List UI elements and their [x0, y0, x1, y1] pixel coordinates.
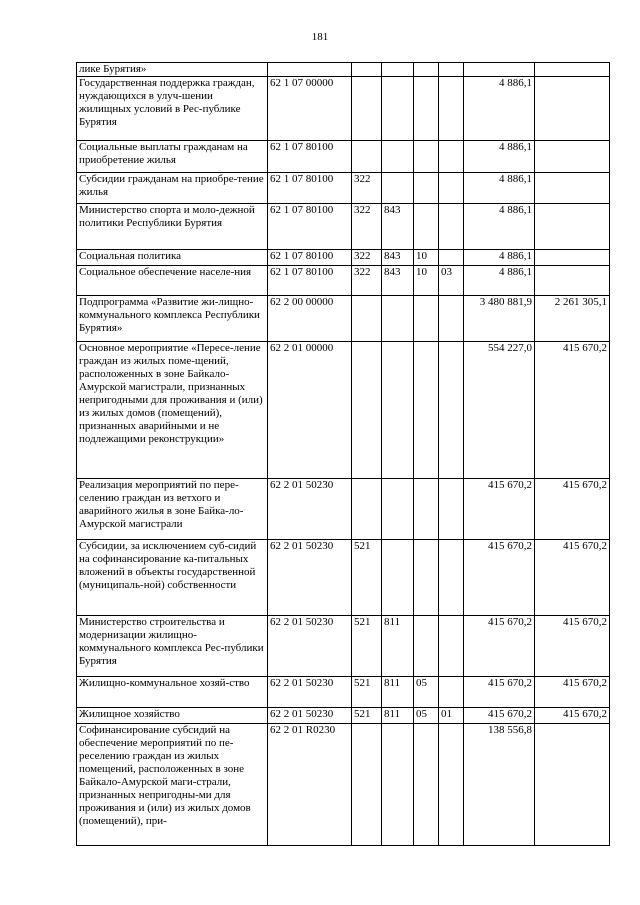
- expense-type-code: 521: [352, 540, 382, 616]
- expense-type-code: [352, 479, 382, 540]
- page-number: 181: [311, 31, 329, 43]
- amount-year-2: [535, 63, 610, 77]
- subsection-code: [439, 173, 464, 204]
- administrator-code: [382, 173, 414, 204]
- subsection-code: [439, 724, 464, 846]
- amount-year-2: [535, 250, 610, 266]
- amount-year-1: 415 670,2: [464, 479, 535, 540]
- amount-year-2: [535, 724, 610, 846]
- subsection-code: [439, 77, 464, 141]
- table-row: [77, 204, 610, 250]
- amount-year-2: 415 670,2: [535, 616, 610, 677]
- subsection-code: [439, 616, 464, 677]
- target-article-code: 62 2 01 50230: [268, 616, 352, 677]
- row-name: лике Бурятия»: [77, 63, 268, 77]
- section-code: [414, 479, 439, 540]
- target-article-code: 62 2 00 00000: [268, 296, 352, 342]
- row-name: Жилищно-коммунальное хозяй-ство: [77, 677, 268, 708]
- section-code: [414, 204, 439, 250]
- row-name: Социальное обеспечение населе-ния: [77, 266, 268, 296]
- administrator-code: [382, 141, 414, 173]
- administrator-code: 843: [382, 266, 414, 296]
- expense-type-code: 322: [352, 204, 382, 250]
- expense-type-code: [352, 342, 382, 479]
- row-name: Реализация мероприятий по пере-селению граждан из ветхого и аварийного жилья в зоне Байка-ло-Амурской магистрали: [77, 479, 268, 540]
- section-code: [414, 173, 439, 204]
- table-row: [77, 342, 610, 479]
- expense-type-code: [352, 724, 382, 846]
- expense-type-code: 521: [352, 708, 382, 724]
- amount-year-1: 138 556,8: [464, 724, 535, 846]
- administrator-code: [382, 540, 414, 616]
- amount-year-1: 4 886,1: [464, 204, 535, 250]
- subsection-code: [439, 479, 464, 540]
- subsection-code: [439, 677, 464, 708]
- subsection-code: [439, 540, 464, 616]
- row-name: Софинансирование субсидий на обеспечение мероприятий по пе-реселению граждан из жилых помещений, расположенных в зоне Байкало-Амурской маги-страли, признанных непригодны-ми для проживания и (или) из жилых домов (помещений), при-: [77, 724, 268, 846]
- expense-type-code: 521: [352, 677, 382, 708]
- section-code: [414, 342, 439, 479]
- amount-year-1: 4 886,1: [464, 77, 535, 141]
- section-code: [414, 141, 439, 173]
- target-article-code: 62 2 01 50230: [268, 677, 352, 708]
- expense-type-code: [352, 63, 382, 77]
- row-name: Жилищное хозяйство: [77, 708, 268, 724]
- table-row: [77, 540, 610, 616]
- administrator-code: 811: [382, 677, 414, 708]
- section-code: 05: [414, 677, 439, 708]
- section-code: 10: [414, 250, 439, 266]
- target-article-code: 62 2 01 50230: [268, 479, 352, 540]
- target-article-code: 62 2 01 R0230: [268, 724, 352, 846]
- amount-year-2: 415 670,2: [535, 342, 610, 479]
- section-code: 05: [414, 708, 439, 724]
- amount-year-1: 415 670,2: [464, 677, 535, 708]
- section-code: [414, 724, 439, 846]
- table-row: [77, 173, 610, 204]
- administrator-code: 843: [382, 204, 414, 250]
- amount-year-2: [535, 173, 610, 204]
- amount-year-2: 415 670,2: [535, 708, 610, 724]
- row-name: Государственная поддержка граждан, нуждающихся в улуч-шении жилищных условий в Рес-публике Бурятия: [77, 77, 268, 141]
- table-row: [77, 677, 610, 708]
- administrator-code: [382, 63, 414, 77]
- target-article-code: 62 2 01 00000: [268, 342, 352, 479]
- row-name: Социальная политика: [77, 250, 268, 266]
- expense-type-code: 322: [352, 250, 382, 266]
- administrator-code: [382, 342, 414, 479]
- table-row: [77, 250, 610, 266]
- amount-year-2: [535, 266, 610, 296]
- table-row: [77, 296, 610, 342]
- table-row: [77, 479, 610, 540]
- target-article-code: 62 1 07 80100: [268, 266, 352, 296]
- target-article-code: 62 2 01 50230: [268, 708, 352, 724]
- table-row: [77, 266, 610, 296]
- amount-year-2: [535, 77, 610, 141]
- row-name: Подпрограмма «Развитие жи-лищно-коммунального комплекса Республики Бурятия»: [77, 296, 268, 342]
- amount-year-1: 415 670,2: [464, 540, 535, 616]
- row-name: Субсидии, за исключением суб-сидий на софинансирование ка-питальных вложений в объекты государственной (муниципаль-ной) собственности: [77, 540, 268, 616]
- section-code: 10: [414, 266, 439, 296]
- row-name: Министерство строительства и модернизации жилищно-коммунального комплекса Рес-публики Бурятия: [77, 616, 268, 677]
- subsection-code: [439, 342, 464, 479]
- expense-type-code: 322: [352, 266, 382, 296]
- table-row: [77, 616, 610, 677]
- administrator-code: 811: [382, 616, 414, 677]
- target-article-code: 62 2 01 50230: [268, 540, 352, 616]
- section-code: [414, 63, 439, 77]
- table-row: [77, 141, 610, 173]
- section-code: [414, 296, 439, 342]
- amount-year-1: 4 886,1: [464, 250, 535, 266]
- administrator-code: [382, 724, 414, 846]
- target-article-code: 62 1 07 00000: [268, 77, 352, 141]
- expense-type-code: 521: [352, 616, 382, 677]
- section-code: [414, 77, 439, 141]
- expense-type-code: [352, 141, 382, 173]
- table-body: [77, 63, 610, 846]
- amount-year-1: 3 480 881,9: [464, 296, 535, 342]
- expense-type-code: [352, 77, 382, 141]
- amount-year-2: [535, 141, 610, 173]
- table-row: [77, 724, 610, 846]
- target-article-code: 62 1 07 80100: [268, 141, 352, 173]
- amount-year-2: [535, 204, 610, 250]
- subsection-code: [439, 141, 464, 173]
- row-name: Министерство спорта и моло-дежной политики Республики Бурятия: [77, 204, 268, 250]
- amount-year-2: 415 670,2: [535, 540, 610, 616]
- target-article-code: 62 1 07 80100: [268, 173, 352, 204]
- table-row: [77, 63, 610, 77]
- amount-year-1: 4 886,1: [464, 266, 535, 296]
- subsection-code: [439, 250, 464, 266]
- row-name: Субсидии гражданам на приобре-тение жилья: [77, 173, 268, 204]
- table-row: [77, 708, 610, 724]
- expense-type-code: [352, 296, 382, 342]
- expense-type-code: 322: [352, 173, 382, 204]
- administrator-code: [382, 479, 414, 540]
- subsection-code: [439, 204, 464, 250]
- subsection-code: 03: [439, 266, 464, 296]
- budget-table: [76, 62, 610, 846]
- administrator-code: [382, 296, 414, 342]
- amount-year-2: 415 670,2: [535, 479, 610, 540]
- section-code: [414, 540, 439, 616]
- amount-year-1: 4 886,1: [464, 141, 535, 173]
- amount-year-1: 554 227,0: [464, 342, 535, 479]
- row-name: Социальные выплаты гражданам на приобретение жилья: [77, 141, 268, 173]
- subsection-code: [439, 296, 464, 342]
- amount-year-1: 415 670,2: [464, 708, 535, 724]
- amount-year-2: 2 261 305,1: [535, 296, 610, 342]
- amount-year-1: 4 886,1: [464, 173, 535, 204]
- subsection-code: [439, 63, 464, 77]
- target-article-code: 62 1 07 80100: [268, 204, 352, 250]
- row-name: Основное мероприятие «Пересе-ление граждан из жилых поме-щений, расположенных в зоне Байкало-Амурской магистрали, признанных непригодными для проживания и (или) из жилых домов (помещений), признанных аварийными и не подлежащими реконструкции»: [77, 342, 268, 479]
- target-article-code: [268, 63, 352, 77]
- administrator-code: [382, 77, 414, 141]
- amount-year-2: 415 670,2: [535, 677, 610, 708]
- administrator-code: 811: [382, 708, 414, 724]
- table-row: [77, 77, 610, 141]
- administrator-code: 843: [382, 250, 414, 266]
- amount-year-1: [464, 63, 535, 77]
- subsection-code: 01: [439, 708, 464, 724]
- amount-year-1: 415 670,2: [464, 616, 535, 677]
- section-code: [414, 616, 439, 677]
- target-article-code: 62 1 07 80100: [268, 250, 352, 266]
